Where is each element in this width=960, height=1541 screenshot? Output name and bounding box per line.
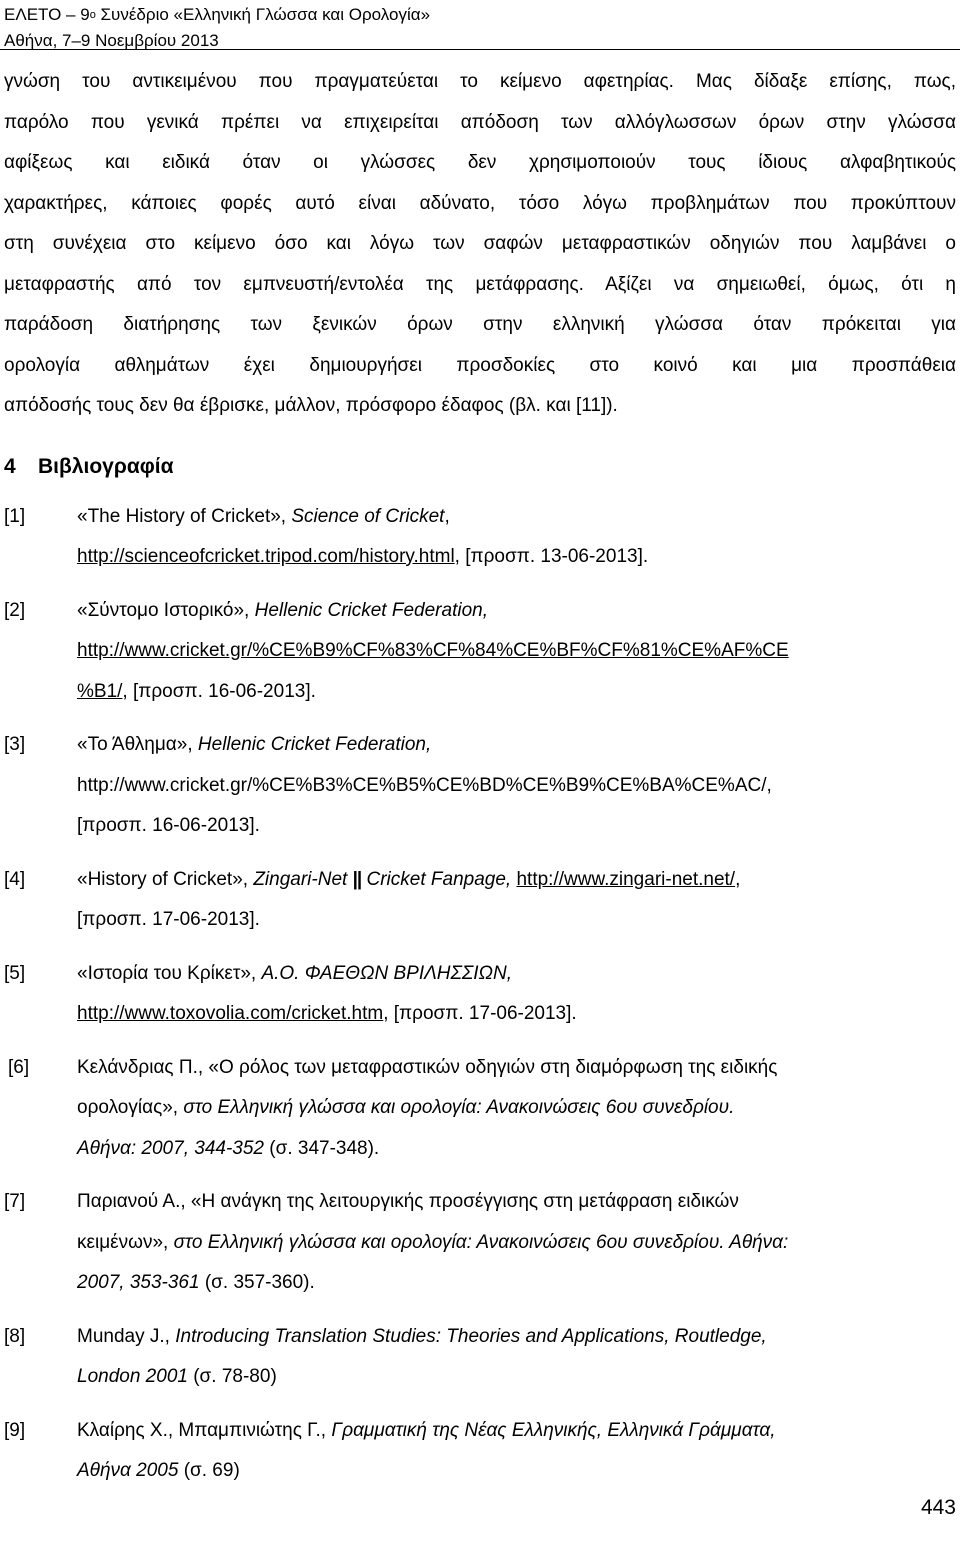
reference-source: Αθήνα 2005 bbox=[77, 1460, 179, 1481]
reference-url-text: http://www.cricket.gr/%CE%B3%CE%B5%CE%BD%CE%B9%CE%BA%CE%AC/, bbox=[77, 774, 772, 796]
section-number: 4 bbox=[4, 454, 16, 478]
access-date: [προσπ. 16-06-2013]. bbox=[77, 815, 260, 836]
access-date: [προσπ. 17-06-2013]. bbox=[77, 909, 260, 930]
reference-source: 2007, 353-361 bbox=[77, 1272, 200, 1293]
reference-title: ορολογίας», bbox=[77, 1097, 184, 1118]
reference-label: [3] bbox=[4, 734, 26, 755]
header-rule bbox=[0, 49, 960, 50]
reference-source: Αθήνα: 2007, 344-352 bbox=[77, 1137, 264, 1159]
reference-source: Α.Ο. ΦΑΕΘΩΝ ΒΡΙΛΗΣΣΙΩΝ, bbox=[261, 962, 513, 984]
page-range: (σ. 357-360). bbox=[199, 1272, 315, 1293]
reference-author: Munday J., bbox=[77, 1325, 176, 1347]
reference-item bbox=[4, 1182, 956, 1304]
reference-title: «Ιστορία του Κρίκετ», bbox=[77, 962, 262, 984]
reference-source: Hellenic Cricket Federation, bbox=[254, 599, 488, 621]
reference-source: Zingari-Net bbox=[253, 868, 353, 890]
reference-source: στο Ελληνική γλώσσα και ορολογία: Ανακοινώσεις 6ου συνεδρίου. Αθήνα: bbox=[173, 1231, 789, 1253]
reference-label: [5] bbox=[4, 962, 26, 984]
reference-label: [6] bbox=[8, 1056, 30, 1078]
reference-line: Παριανού Α., «Η ανάγκη της λειτουργικής προσέγγισης στη μετάφραση ειδικών bbox=[77, 1191, 739, 1212]
reference-item bbox=[4, 1317, 956, 1398]
conference-date: Αθήνα, 7–9 Νοεμβρίου 2013 bbox=[4, 31, 219, 50]
paragraph-line: παρόλο που γενικά πρέπει να επιχειρείται απόδοση των αλλόγλωσσων όρων στην γλώσσα bbox=[4, 111, 956, 133]
body-paragraph bbox=[4, 62, 956, 427]
paragraph-line: παράδοση διατήρησης των ξενικών όρων στην ελληνική γλώσσα όταν πρόκειται για bbox=[4, 314, 956, 335]
punctuation: , bbox=[444, 505, 450, 527]
running-header bbox=[4, 3, 430, 52]
reference-source: στο Ελληνική γλώσσα και ορολογία: Ανακοινώσεις 6ου συνεδρίου. bbox=[183, 1097, 735, 1118]
reference-link[interactable]: http://www.cricket.gr/%CE%B9%CF%83%CF%84%CE%BF%CF%81%CE%AF%CE bbox=[77, 640, 789, 661]
reference-label: [4] bbox=[4, 868, 26, 890]
page-number: 443 bbox=[920, 1496, 956, 1519]
reference-line: Κελάνδριας Π., «Ο ρόλος των μεταφραστικών οδηγιών στη διαμόρφωση της ειδικής bbox=[77, 1056, 778, 1078]
reference-item bbox=[4, 954, 956, 1035]
paragraph-line: αφίξεως και ειδικά όταν οι γλώσσες δεν χρησιμοποιούν τους ίδιους αλφαβητικούς bbox=[4, 152, 956, 173]
page-body bbox=[4, 62, 956, 1505]
reference-label: [1] bbox=[4, 505, 26, 527]
reference-link[interactable]: http://www.toxovolia.com/cricket.htm bbox=[77, 1003, 384, 1024]
reference-item bbox=[4, 725, 956, 847]
conference-title: ΕΛΕΤΟ – $9^o$ Συνέδριο «Ελληνική Γλώσσα και Ορολογία» bbox=[4, 5, 431, 24]
section-title: Βιβλιογραφία bbox=[38, 454, 174, 478]
reference-source: Hellenic Cricket Federation, bbox=[197, 734, 432, 755]
access-date: , [προσπ. 16-06-2013]. bbox=[122, 680, 316, 702]
page-range: (σ. 78-80) bbox=[187, 1366, 277, 1387]
reference-label: [2] bbox=[4, 599, 26, 621]
section-heading bbox=[4, 449, 956, 485]
reference-title: «History of Cricket», bbox=[77, 868, 254, 890]
access-date: , [προσπ. 13-06-2013]. bbox=[454, 546, 649, 567]
reference-title: κειμένων», bbox=[77, 1231, 174, 1253]
reference-source: Science of Cricket bbox=[291, 505, 445, 527]
punctuation: , bbox=[735, 868, 741, 890]
reference-label: [9] bbox=[4, 1419, 26, 1441]
reference-link[interactable]: http://www.zingari-net.net/ bbox=[516, 868, 736, 890]
reference-item bbox=[4, 1048, 956, 1170]
paragraph-line: μεταφραστής από τον εμπνευστή/εντολέα της μετάφρασης. Αξίζει να σημειωθεί, όμως, ότι η bbox=[4, 273, 956, 295]
reference-link[interactable]: http://scienceofcricket.tripod.com/history.html bbox=[77, 546, 455, 567]
paragraph-line: απόδοσής τους δεν θα έβρισκε, μάλλον, πρόσφορο έδαφος (βλ. και [11]). bbox=[4, 395, 618, 416]
reference-title: «The History of Cricket», bbox=[77, 505, 292, 527]
source-separator: || bbox=[352, 868, 362, 890]
reference-list bbox=[4, 497, 956, 1492]
paragraph-line: χαρακτήρες, κάποιες φορές αυτό είναι αδύνατο, τόσο λόγω προβλημάτων που προκύπτουν bbox=[4, 192, 956, 214]
reference-item bbox=[4, 860, 956, 941]
reference-item bbox=[4, 1411, 956, 1492]
page-range: (σ. 347-348). bbox=[263, 1137, 380, 1159]
paragraph-line: γνώση του αντικειμένου που πραγματεύεται το κείμενο αφετηρίας. Μας δίδαξε επίσης, πως, bbox=[4, 71, 956, 92]
reference-author: Κλαίρης Χ., Μπαμπινιώτης Γ., bbox=[77, 1419, 332, 1441]
paragraph-line: ορολογία αθλημάτων έχει δημιουργήσει προσδοκίες στο κοινό και μια προσπάθεια bbox=[4, 354, 956, 376]
reference-label: [7] bbox=[4, 1191, 26, 1212]
reference-link-continued[interactable]: %B1/ bbox=[77, 680, 123, 702]
reference-source: Introducing Translation Studies: Theories and Applications, Routledge, bbox=[175, 1325, 767, 1347]
reference-item bbox=[4, 497, 956, 578]
reference-item bbox=[4, 591, 956, 713]
reference-source: Γραμματική της Νέας Ελληνικής, Ελληνικά Γράμματα, bbox=[331, 1419, 776, 1441]
reference-label: [8] bbox=[4, 1325, 26, 1347]
reference-source: Cricket Fanpage, bbox=[361, 868, 512, 890]
reference-title: «Το Άθλημα», bbox=[77, 734, 198, 755]
paragraph-line: στη συνέχεια στο κείμενο όσο και λόγω των σαφών μεταφραστικών οδηγιών που λαμβάνει ο bbox=[4, 233, 956, 254]
page-range: (σ. 69) bbox=[178, 1460, 240, 1481]
access-date: , [προσπ. 17-06-2013]. bbox=[383, 1003, 577, 1024]
reference-title: «Σύντομο Ιστορικό», bbox=[77, 599, 255, 621]
reference-source: London 2001 bbox=[77, 1366, 188, 1387]
